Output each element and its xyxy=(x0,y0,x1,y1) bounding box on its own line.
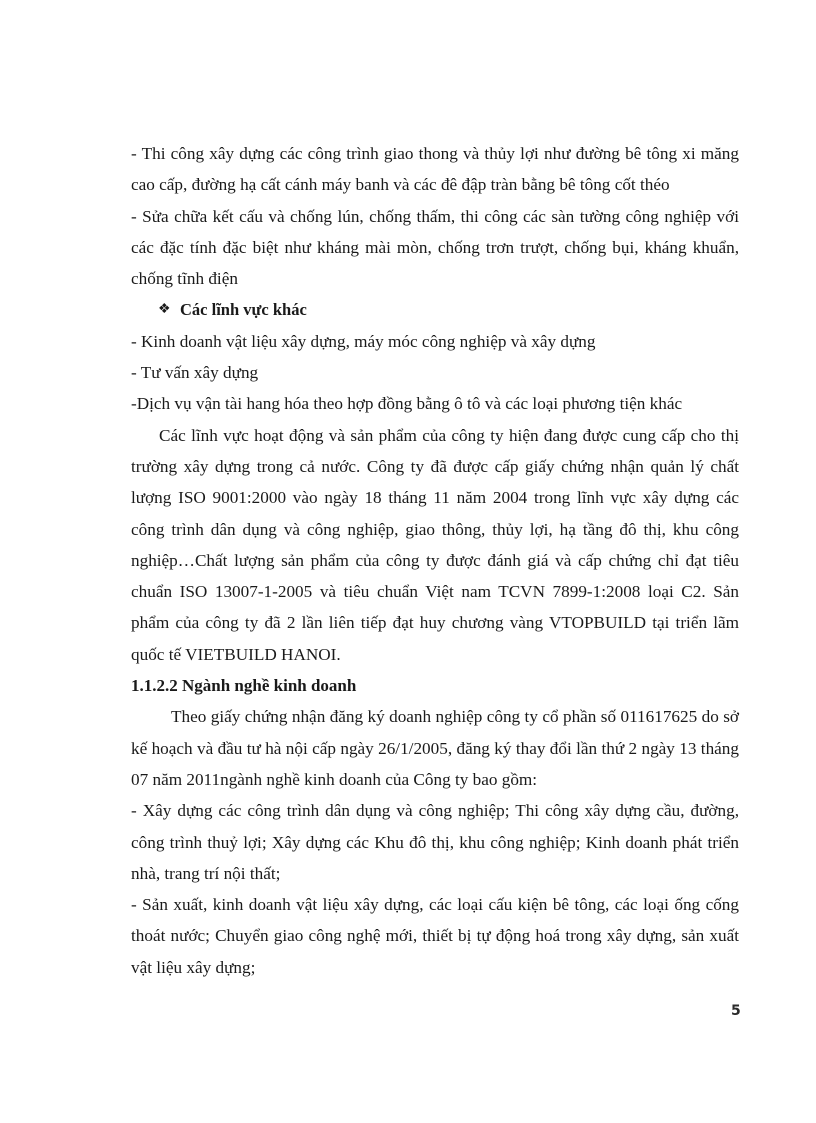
paragraph-transport-services: -Dịch vụ vận tài hang hóa theo hợp đồng bằng ô tô và các loại phương tiện khác xyxy=(131,394,683,414)
diamond-bullet-icon: ❖ xyxy=(158,302,171,318)
paragraph-consulting: - Tư vấn xây dựng xyxy=(131,363,259,383)
bullet-heading-other-fields xyxy=(131,294,739,325)
paragraph-business-registration: Theo giấy chứng nhận đăng ký doanh nghiệp công ty cổ phần số 011617625 do sở kế hoạch và đầu tư hà nội cấp ngày 26/1/2005, đăng ký thay đổi lần thứ 2 ngày 13 tháng 07 năm 2011ngành nghề kinh doanh của Công ty bao gồm: xyxy=(131,707,739,789)
paragraph-civil-construction: - Xây dựng các công trình dân dụng và công nghiệp; Thi công xây dựng cầu, đường, công trình thuỷ lợi; Xây dựng các Khu đô thị, khu công nghiệp; Kinh doanh phát triển nhà, trang trí nội thất; xyxy=(131,801,739,883)
paragraph-structural-repair: - Sửa chữa kết cấu và chống lún, chống thấm, thi công các sàn tường công nghiệp với các đặc tính đặc biệt như kháng mài mòn, chống trơn trượt, chống bụi, kháng khuẩn, chống tĩnh điện xyxy=(131,206,739,289)
page-number: 5 xyxy=(731,1003,741,1019)
paragraph-materials-trading: - Kinh doanh vật liệu xây dựng, máy móc công nghiệp và xây dựng xyxy=(131,331,596,351)
paragraph-transport-construction: - Thi công xây dựng các công trình giao thong và thủy lợi như đường bê tông xi măng cao cấp, đường hạ cất cánh máy banh và các đê đập tràn bằng bê tông cốt théo xyxy=(131,144,739,195)
section-heading-business-lines: 1.1.2.2 Ngành nghề kinh doanh xyxy=(131,676,357,696)
page-body xyxy=(131,138,739,983)
paragraph-materials-production: - Sản xuất, kinh doanh vật liệu xây dựng, các loại cấu kiện bê tông, các loại ống cống thoát nước; Chuyển giao công nghệ mới, thiết bị tự động hoá trong xây dựng, sản xuất vật liệu xây dựng; xyxy=(131,895,739,977)
paragraph-quality-certification: Các lĩnh vực hoạt động và sản phẩm của công ty hiện đang được cung cấp cho thị trường xây dựng trong cả nước. Công ty đã được cấp giấy chứng nhận quản lý chất lượng ISO 9001:2000 vào ngày 18 tháng 11 năm 2004 trong lĩnh vực xây dựng các công trình dân dụng và công nghiệp, giao thông, thủy lợi, hạ tầng đô thị, khu công nghiệp…Chất lượng sản phẩm của công ty được đánh giá và cấp chứng chỉ đạt tiêu chuẩn ISO 13007-1-2005 và tiêu chuẩn Việt nam TCVN 7899-1:2008 loại C2. Sản phẩm của công ty đã 2 lần liên tiếp đạt huy chương vàng VTOPBUILD tại triển lãm quốc tế VIETBUILD HANOI. xyxy=(131,425,739,664)
bullet-heading-label: Các lĩnh vực khác xyxy=(180,300,307,320)
